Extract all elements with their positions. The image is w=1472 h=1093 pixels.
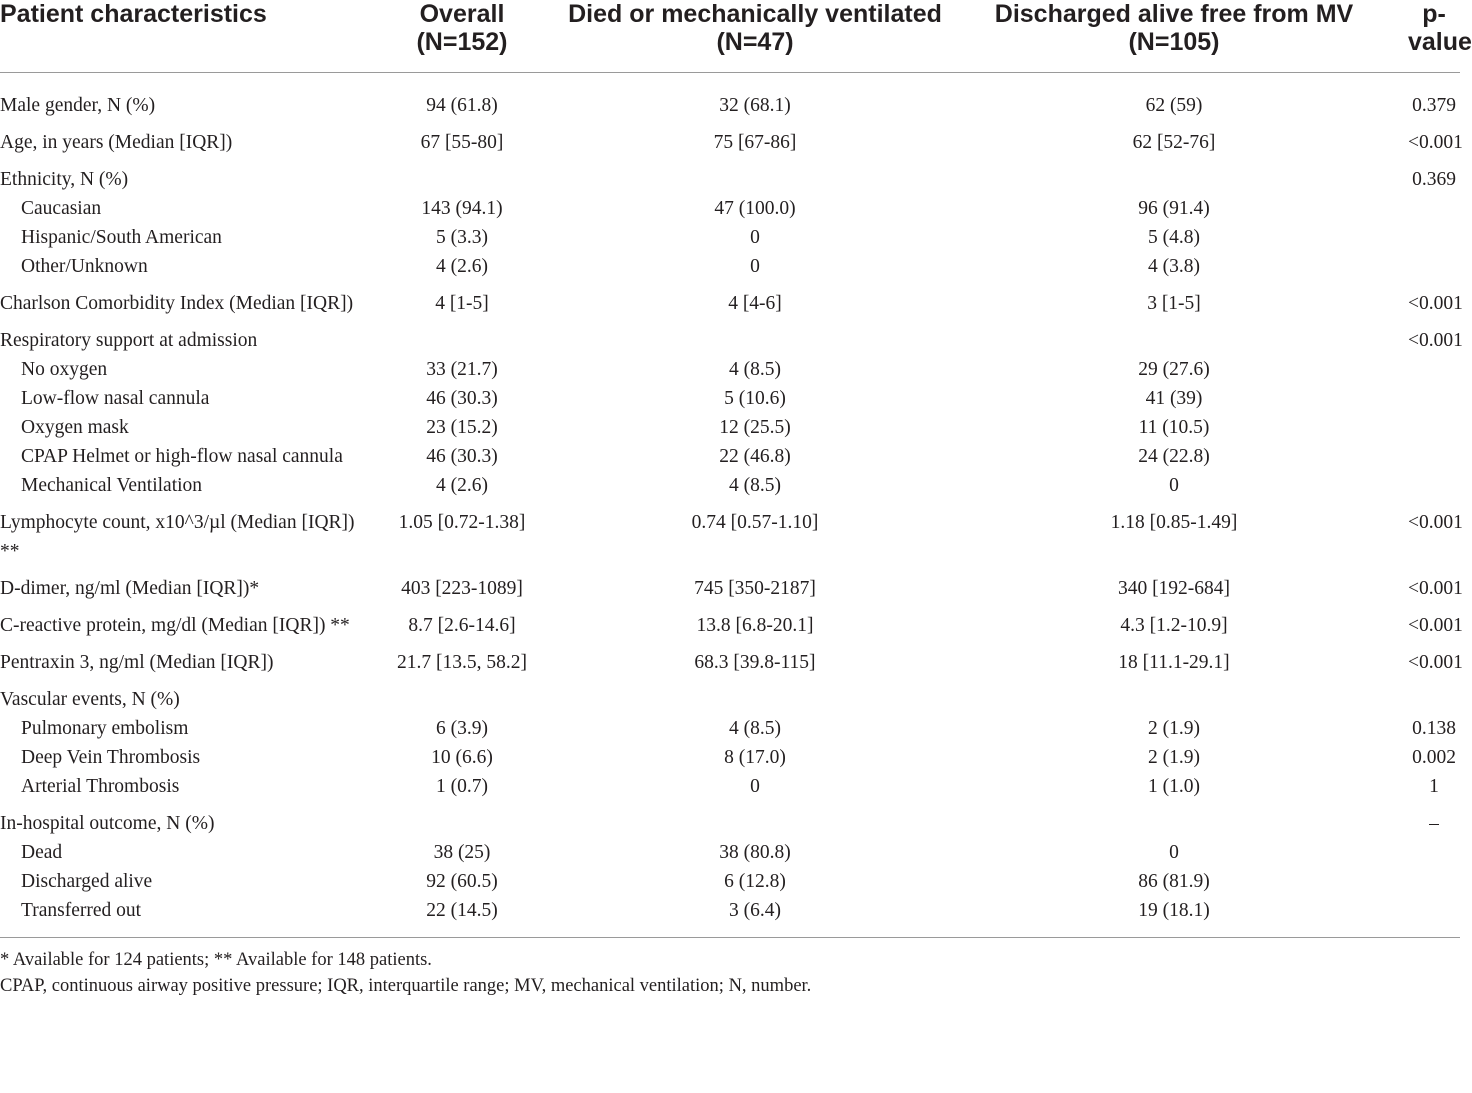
table-row [0,896,1460,938]
row-label: Deep Vein Thrombosis [21,747,201,768]
cell-discharged-alive [944,801,1404,838]
table-row [0,223,1460,252]
row-label: Respiratory support at admission [0,330,258,351]
header-overall: Overall (N=152) [358,0,566,73]
cell-died-or-ventilated: 3 (6.4) [566,896,944,938]
footnote-abbreviations: CPAP, continuous airway positive pressure; IQR, interquartile range; MV, mechanical ventilation; N, number. [0,976,812,996]
cell-discharged-alive: 19 (18.1) [944,896,1404,938]
row-label: C-reactive protein, mg/dl (Median [IQR]) ** [0,615,350,636]
row-label: Lymphocyte count, x10^3/µl (Median [IQR]) ** [0,512,355,562]
cell-died-or-ventilated: 32 (68.1) [719,95,791,116]
row-label: Arterial Thrombosis [21,776,180,797]
cell-died-or-ventilated [566,318,944,355]
table-row [0,318,1460,355]
cell-overall: 21.7 [13.5, 58.2] [397,652,527,673]
row-label: Caucasian [21,198,102,219]
cell-p-value: <0.001 [1408,512,1463,533]
cell-overall: 1 (0.7) [436,776,488,797]
cell-discharged-alive: 41 (39) [1145,388,1203,409]
table-row [0,355,1460,384]
cell-died-or-ventilated: 0 [750,227,760,248]
row-label: Dead [21,842,63,863]
table-row [0,252,1460,281]
row-label: CPAP Helmet or high-flow nasal cannula [21,446,343,467]
footnote-availability: * Available for 124 patients; ** Available for 148 patients. [0,950,432,970]
cell-discharged-alive [944,157,1404,194]
row-label: Low-flow nasal cannula [21,388,210,409]
table-row [0,157,1460,194]
row-label: In-hospital outcome, N (%) [0,813,215,834]
cell-p-value: 0.379 [1412,95,1456,116]
table-footnotes [0,947,1460,999]
cell-discharged-alive: 2 (1.9) [1148,747,1200,768]
table-row [0,120,1460,157]
table-row [0,500,1460,566]
cell-died-or-ventilated: 68.3 [39.8-115] [694,652,816,673]
cell-died-or-ventilated: 4 (8.5) [729,718,781,739]
cell-overall: 8.7 [2.6-14.6] [408,615,516,636]
cell-overall: 46 (30.3) [426,446,498,467]
cell-died-or-ventilated: 0.74 [0.57-1.10] [691,512,819,533]
row-label: Discharged alive [21,871,153,892]
cell-p-value: <0.001 [1408,293,1463,314]
cell-p-value [1404,867,1460,896]
row-label: Charlson Comorbidity Index (Median [IQR]) [0,293,354,314]
cell-overall: 94 (61.8) [426,95,498,116]
cell-discharged-alive: 62 [52-76] [1132,132,1216,153]
cell-died-or-ventilated: 0 [750,256,760,277]
cell-overall [358,157,566,194]
cell-overall: 23 (15.2) [426,417,498,438]
row-label: Oxygen mask [21,417,129,438]
cell-died-or-ventilated: 6 (12.8) [724,871,786,892]
cell-died-or-ventilated: 8 (17.0) [724,747,786,768]
cell-p-value: <0.001 [1408,652,1463,673]
cell-p-value: 1 [1429,776,1439,797]
cell-overall [358,801,566,838]
cell-p-value [1404,896,1460,938]
cell-died-or-ventilated: 75 [67-86] [713,132,797,153]
cell-died-or-ventilated [566,801,944,838]
cell-died-or-ventilated: 38 (80.8) [719,842,791,863]
cell-discharged-alive [944,677,1404,714]
cell-died-or-ventilated: 0 [750,776,760,797]
cell-overall: 10 (6.6) [431,747,493,768]
table-row [0,838,1460,867]
cell-discharged-alive: 29 (27.6) [1138,359,1210,380]
cell-p-value [1404,355,1460,384]
table-row [0,603,1460,640]
cell-overall: 38 (25) [433,842,491,863]
table-row [0,471,1460,500]
table-row [0,743,1460,772]
row-label: Pentraxin 3, ng/ml (Median [IQR]) [0,652,274,673]
cell-died-or-ventilated: 4 [4-6] [728,293,782,314]
cell-p-value [1404,471,1460,500]
cell-died-or-ventilated: 745 [350-2187] [694,578,816,599]
cell-discharged-alive [944,318,1404,355]
table-header [0,0,1472,73]
cell-overall: 4 [1-5] [435,293,489,314]
cell-p-value [1404,223,1460,252]
cell-discharged-alive: 11 (10.5) [1138,417,1210,438]
row-label: D-dimer, ng/ml (Median [IQR])* [0,578,260,599]
cell-discharged-alive: 5 (4.8) [1148,227,1200,248]
cell-overall: 403 [223-1089] [401,578,523,599]
cell-discharged-alive: 24 (22.8) [1138,446,1210,467]
cell-overall: 4 (2.6) [436,475,488,496]
cell-died-or-ventilated: 47 (100.0) [714,198,796,219]
cell-p-value: <0.001 [1408,615,1463,636]
row-label: Mechanical Ventilation [21,475,203,496]
cell-discharged-alive: 2 (1.9) [1148,718,1200,739]
table-row [0,281,1460,318]
row-label: Male gender, N (%) [0,95,156,116]
table-row [0,714,1460,743]
cell-p-value: – [1429,813,1439,834]
cell-died-or-ventilated: 4 (8.5) [729,475,781,496]
cell-died-or-ventilated: 22 (46.8) [719,446,791,467]
cell-overall: 143 (94.1) [421,198,503,219]
cell-p-value [1404,384,1460,413]
cell-discharged-alive: 62 (59) [1145,95,1203,116]
row-label: Transferred out [0,896,358,938]
row-label: Vascular events, N (%) [0,689,180,710]
cell-p-value: 0.002 [1412,747,1456,768]
header-discharged-alive: Discharged alive free from MV (N=105) [944,0,1404,73]
cell-died-or-ventilated: 4 (8.5) [729,359,781,380]
cell-discharged-alive: 340 [192-684] [1117,578,1231,599]
cell-p-value: <0.001 [1408,330,1463,351]
cell-overall [358,318,566,355]
cell-overall: 5 (3.3) [436,227,488,248]
cell-discharged-alive: 0 [1169,475,1179,496]
cell-discharged-alive: 86 (81.9) [1138,871,1210,892]
cell-overall [358,677,566,714]
cell-discharged-alive: 3 [1-5] [1147,293,1201,314]
row-label: Hispanic/South American [21,227,222,248]
cell-p-value [1404,413,1460,442]
row-label: Age, in years (Median [IQR]) [0,132,233,153]
cell-overall: 92 (60.5) [426,871,498,892]
cell-p-value [1404,252,1460,281]
table-row [0,772,1460,801]
header-patient-characteristics: Patient characteristics [0,0,358,73]
cell-died-or-ventilated [566,157,944,194]
cell-overall: 33 (21.7) [426,359,498,380]
cell-died-or-ventilated [566,677,944,714]
cell-p-value: 0.369 [1412,169,1456,190]
cell-discharged-alive: 96 (91.4) [1138,198,1210,219]
table-row [0,867,1460,896]
cell-p-value [1404,677,1460,714]
header-row [0,0,1460,73]
row-label: Pulmonary embolism [21,718,189,739]
cell-p-value [1404,442,1460,471]
header-p-value: p- value [1404,0,1460,73]
cell-overall: 1.05 [0.72-1.38] [398,512,526,533]
cell-discharged-alive: 18 [11.1-29.1] [1118,652,1230,673]
cell-discharged-alive: 4 (3.8) [1148,256,1200,277]
cell-died-or-ventilated: 5 (10.6) [724,388,786,409]
table-row [0,801,1460,838]
cell-discharged-alive: 0 [1169,842,1179,863]
table-row [0,194,1460,223]
cell-died-or-ventilated: 13.8 [6.8-20.1] [696,615,814,636]
header-died-or-ventilated: Died or mechanically ventilated (N=47) [566,0,944,73]
cell-p-value [1404,838,1460,867]
row-label: Other/Unknown [21,256,148,277]
table-row [0,413,1460,442]
table-row [0,384,1460,413]
cell-p-value: <0.001 [1408,132,1463,153]
cell-overall: 6 (3.9) [436,718,488,739]
cell-died-or-ventilated: 12 (25.5) [719,417,791,438]
cell-discharged-alive: 4.3 [1.2-10.9] [1120,615,1228,636]
cell-overall: 4 (2.6) [436,256,488,277]
cell-p-value [1404,194,1460,223]
table-row [0,442,1460,471]
cell-overall: 22 (14.5) [358,896,566,938]
table-row [0,640,1460,677]
table-row [0,73,1460,121]
cell-p-value: <0.001 [1408,578,1463,599]
cell-overall: 67 [55-80] [420,132,504,153]
table-body [0,73,1463,938]
cell-discharged-alive: 1 (1.0) [1148,776,1200,797]
cell-p-value: 0.138 [1412,718,1456,739]
cell-overall: 46 (30.3) [426,388,498,409]
table-row [0,677,1460,714]
row-label: No oxygen [21,359,108,380]
cell-discharged-alive: 1.18 [0.85-1.49] [1110,512,1238,533]
row-label: Ethnicity, N (%) [0,169,129,190]
table-row [0,566,1460,603]
